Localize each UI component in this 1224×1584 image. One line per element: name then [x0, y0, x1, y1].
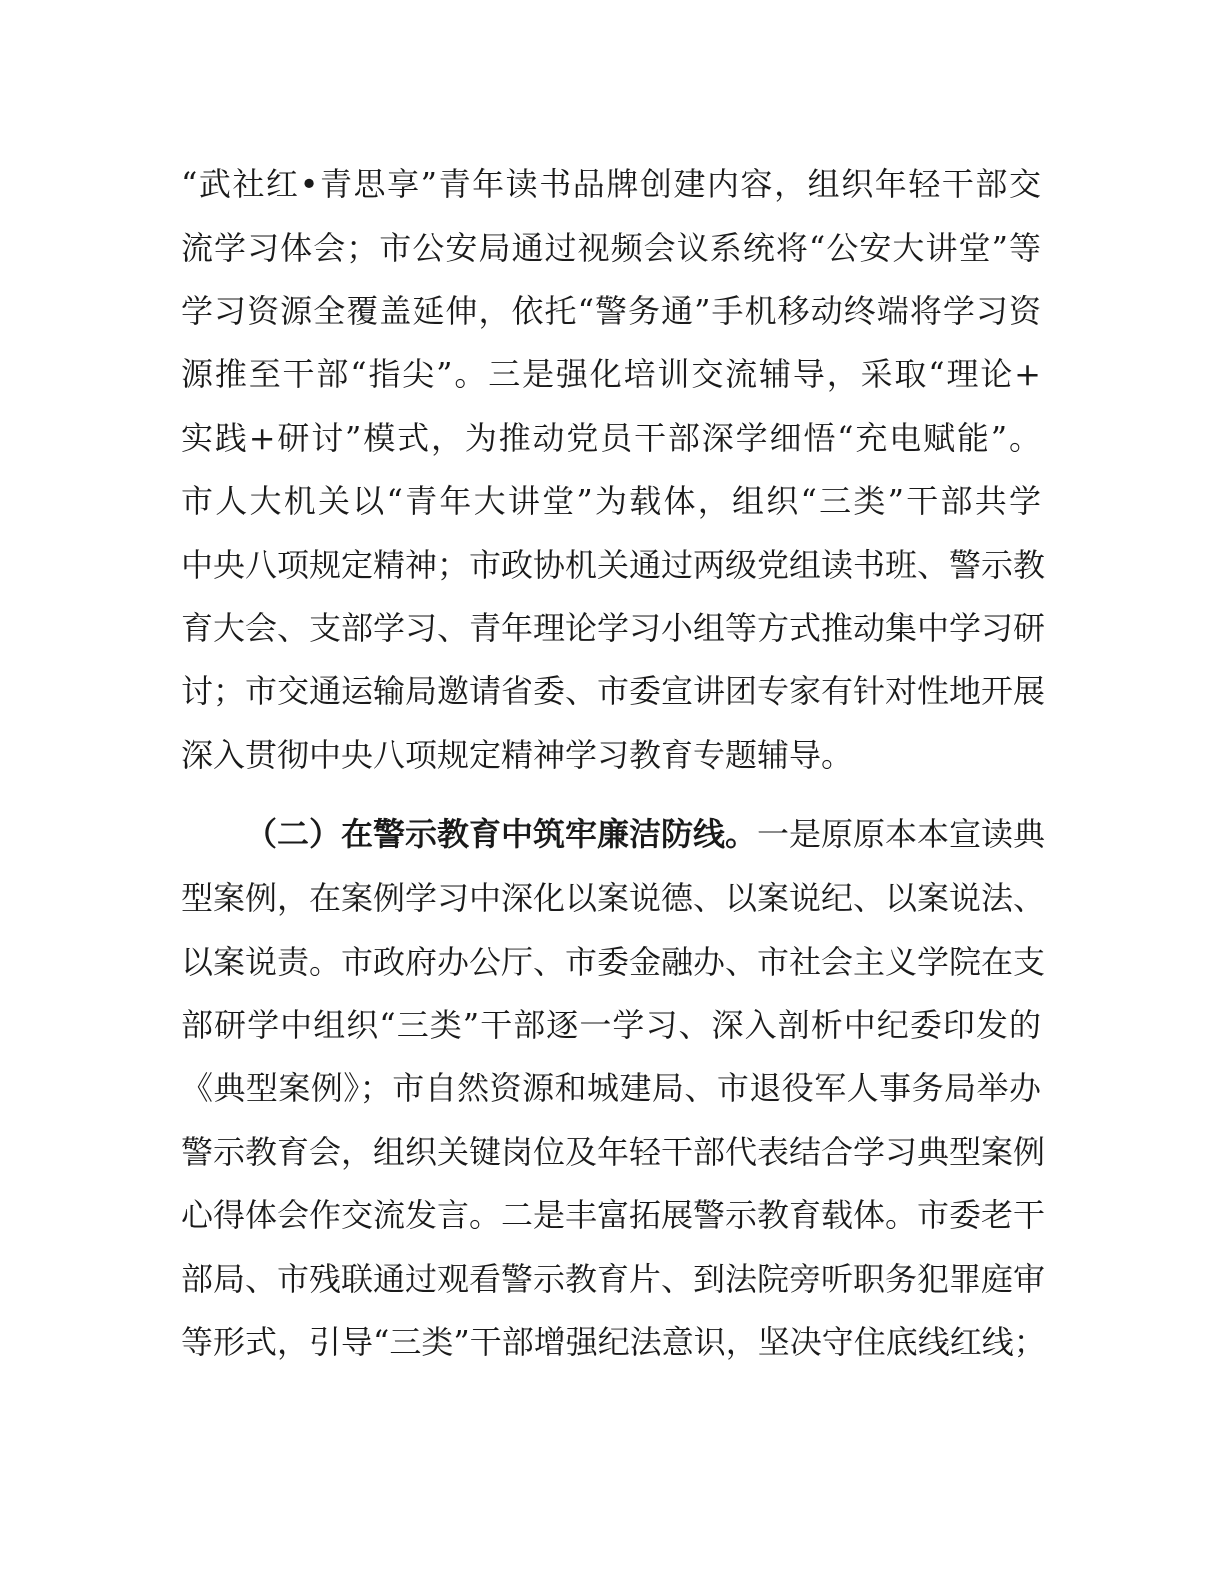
body-text-line: 源推至干部“指尖”。三是强化培训交流辅导，采取“理论+: [181, 355, 1041, 393]
body-text-line: 中央八项规定精神；市政协机关通过两级党组读书班、警示教: [181, 546, 1046, 584]
body-text-line: 实践+研讨”模式，为推动党员干部深学细悟“充电赋能”。: [181, 419, 1041, 457]
section-heading: （二）在警示教育中筑牢廉洁防线。: [245, 815, 758, 853]
body-text-line: 学习资源全覆盖延伸，依托“警务通”手机移动终端将学习资: [181, 292, 1041, 330]
body-text-line: 型案例，在案例学习中深化以案说德、以案说纪、以案说法、: [181, 879, 1046, 917]
body-text-line: 《典型案例》；市自然资源和城建局、市退役军人事务局举办: [181, 1069, 1041, 1107]
section-heading-line: [245, 808, 1046, 860]
body-text-line: 市人大机关以“青年大讲堂”为载体，组织“三类”干部共学: [181, 482, 1041, 520]
body-text-line: 讨；市交通运输局邀请省委、市委宣讲团专家有针对性地开展: [181, 672, 1046, 710]
body-text-line: 育大会、支部学习、青年理论学习小组等方式推动集中学习研: [181, 609, 1046, 647]
body-text-line: 部局、市残联通过观看警示教育片、到法院旁听职务犯罪庭审: [181, 1260, 1046, 1298]
body-text-line: 警示教育会，组织关键岗位及年轻干部代表结合学习典型案例: [181, 1133, 1046, 1171]
body-text-line: 以案说责。市政府办公厅、市委金融办、市社会主义学院在支: [181, 943, 1046, 981]
body-text-line: 深入贯彻中央八项规定精神学习教育专题辅导。: [181, 736, 854, 774]
body-text-inline: 一是原原本本宣读典: [757, 815, 1046, 853]
body-text-line: “武社红•青思享”青年读书品牌创建内容，组织年轻干部交: [181, 165, 1041, 203]
body-text-line: 等形式，引导“三类”干部增强纪法意识，坚决守住底线红线；: [181, 1323, 1046, 1361]
body-text-line: 流学习体会；市公安局通过视频会议系统将“公安大讲堂”等: [181, 229, 1041, 267]
body-text-line: 心得体会作交流发言。二是丰富拓展警示教育载体。市委老干: [181, 1196, 1046, 1234]
body-text-line: 部研学中组织“三类”干部逐一学习、深入剖析中纪委印发的: [181, 1006, 1041, 1044]
